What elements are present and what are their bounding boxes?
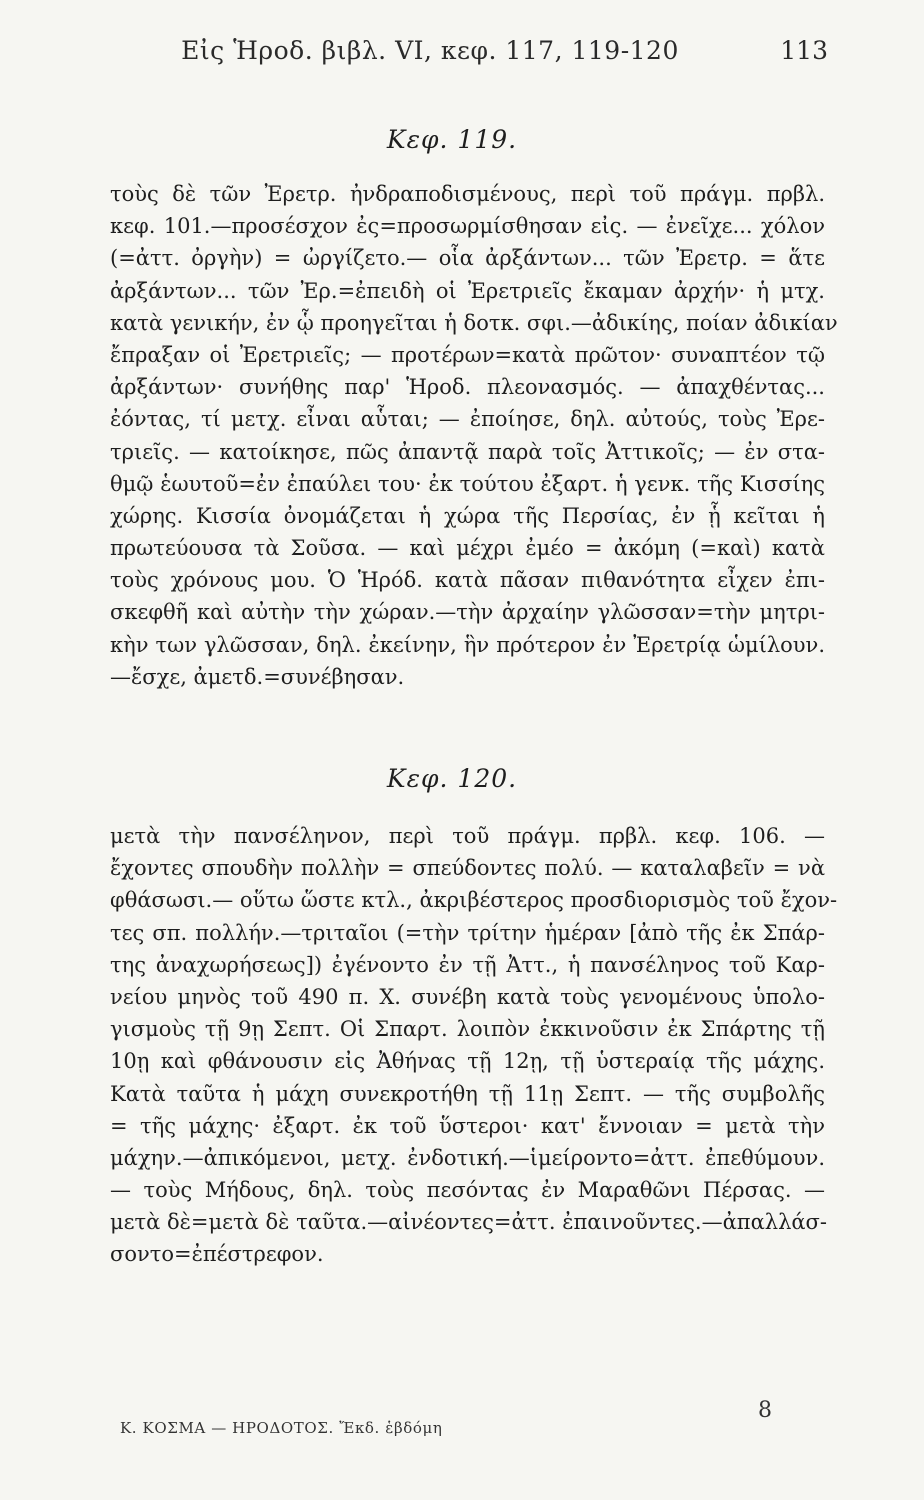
- text-line: κεφ. 101.—προσέσχον ἐς=προσωρμίσθησαν εἰς. — ἐνεῖχε... χόλον: [110, 214, 825, 239]
- page-number: 113: [780, 36, 828, 65]
- text-line: φθάσωσι.— οὕτω ὥστε κτλ., ἀκριβέστερος προσδιορισμὸς τοῦ ἔχον-: [110, 888, 838, 913]
- text-line: γισμοὺς τῇ 9ῃ Σεπτ. Οἱ Σπαρτ. λοιπὸν ἐκκινοῦσιν ἐκ Σπάρτης τῇ: [110, 1017, 825, 1042]
- text-line: ἔπραξαν οἱ Ἐρετριεῖς; — προτέρων=κατὰ πρῶτον· συναπτέον τῷ: [110, 342, 825, 367]
- text-line: 10ῃ καὶ φθάνουσιν εἰς Ἀθήνας τῇ 12ῃ, τῇ ὑστεραίᾳ τῆς μάχης.: [110, 1049, 825, 1074]
- text-line: χώρης. Κισσία ὀνομάζεται ἡ χώρα τῆς Περσίας, ἐν ᾗ κεῖται ἡ: [110, 503, 825, 528]
- text-line: νείου μηνὸς τοῦ 490 π. Χ. συνέβη κατὰ τοὺς γενομένους ὑπολο-: [110, 984, 825, 1009]
- text-line: —ἔσχε, ἀμετδ.=συνέβησαν.: [110, 664, 405, 689]
- commentary-chapter-120: [110, 820, 838, 1271]
- text-line: σκεφθῆ καὶ αὐτὴν τὴν χώραν.—τὴν ἀρχαίην γλῶσσαν=τὴν μητρι-: [110, 600, 825, 625]
- signature-mark: 8: [758, 1398, 772, 1423]
- printer-imprint: Κ. ΚΟΣΜΑ — ΗΡΟΔΟΤΟΣ. Ἔκδ. ἑβδόμη: [120, 1419, 443, 1437]
- text-line: = τῆς μάχης· ἐξαρτ. ἐκ τοῦ ὕστεροι· κατ' ἔννοιαν = μετὰ τὴν: [110, 1113, 825, 1138]
- text-line: μετὰ δὲ=μετὰ δὲ ταῦτα.—αἰνέοντες=ἀττ. ἐπαινοῦντες.—ἀπαλλάσ-: [110, 1210, 827, 1235]
- text-line: κατὰ γενικήν, ἐν ᾧ προηγεῖται ἡ δοτκ. σφι.—ἀδικίης, ποίαν ἀδικίαν: [110, 310, 838, 335]
- chapter-heading-120: Κεφ. 120.: [386, 764, 518, 793]
- commentary-chapter-119: [110, 178, 838, 693]
- text-line: της ἀναχωρήσεως]) ἐγένοντο ἐν τῇ Ἀττ., ἡ πανσέληνος τοῦ Καρ-: [110, 952, 825, 977]
- text-line: ἔχοντες σπουδὴν πολλὴν = σπεύδοντες πολύ. — καταλαβεῖν = νὰ: [110, 856, 825, 881]
- text-line: τοὺς δὲ τῶν Ἐρετρ. ἠνδραποδισμένους, περὶ τοῦ πράγμ. πρβλ.: [110, 182, 825, 206]
- text-line: ἀρξάντων... τῶν Ἐρ.=ἐπειδὴ οἱ Ἐρετριεῖς ἔκαμαν ἀρχήν· ἡ μτχ.: [110, 278, 825, 303]
- text-line: πρωτεύουσα τὰ Σοῦσα. — καὶ μέχρι ἐμέο = ἀκόμη (=καὶ) κατὰ: [110, 536, 825, 561]
- running-head: Εἰς Ἡροδ. βιβλ. VI, κεφ. 117, 119-120: [181, 36, 679, 65]
- text-line: τες σπ. πολλήν.—τριταῖοι (=τὴν τρίτην ἡμέραν [ἀπὸ τῆς ἐκ Σπάρ-: [110, 920, 825, 945]
- text-line: Κατὰ ταῦτα ἡ μάχη συνεκροτήθη τῇ 11ῃ Σεπτ. — τῆς συμβολῆς: [110, 1081, 825, 1106]
- text-line: τοὺς χρόνους μου. Ὁ Ἡρόδ. κατὰ πᾶσαν πιθανότητα εἶχεν ἐπι-: [110, 568, 825, 593]
- text-line: μετὰ τὴν πανσέληνον, περὶ τοῦ πράγμ. πρβλ. κεφ. 106. —: [110, 824, 825, 848]
- text-line: τριεῖς. — κατοίκησε, πῶς ἀπαντᾷ παρὰ τοῖς Ἀττικοῖς; — ἐν στα-: [110, 439, 825, 464]
- text-line: θμῷ ἑωυτοῦ=ἐν ἐπαύλει του· ἐκ τούτου ἐξαρτ. ἡ γενκ. τῆς Κισσίης: [110, 471, 825, 496]
- text-line: ἀρξάντων· συνήθης παρ' Ἡροδ. πλεονασμός. — ἀπαχθέντας...: [110, 375, 825, 400]
- text-line: (=ἀττ. ὀργὴν) = ὠργίζετο.— οἷα ἀρξάντων... τῶν Ἐρετρ. = ἅτε: [110, 246, 825, 271]
- text-line: — τοὺς Μήδους, δηλ. τοὺς πεσόντας ἐν Μαραθῶνι Πέρσας. —: [110, 1178, 825, 1203]
- text-line: ἐόντας, τί μετχ. εἶναι αὗται; — ἐποίησε, δηλ. αὐτούς, τοὺς Ἐρε-: [110, 407, 825, 432]
- chapter-heading-119: Κεφ. 119.: [386, 125, 518, 154]
- text-line: κὴν των γλῶσσαν, δηλ. ἐκείνην, ἣν πρότερον ἐν Ἐρετρίᾳ ὡμίλουν.: [110, 632, 825, 657]
- text-line: σοντο=ἐπέστρεφον.: [110, 1242, 324, 1267]
- text-line: μάχην.—ἀπικόμενοι, μετχ. ἐνδοτική.—ἱμείροντο=ἀττ. ἐπεθύμουν.: [110, 1145, 825, 1170]
